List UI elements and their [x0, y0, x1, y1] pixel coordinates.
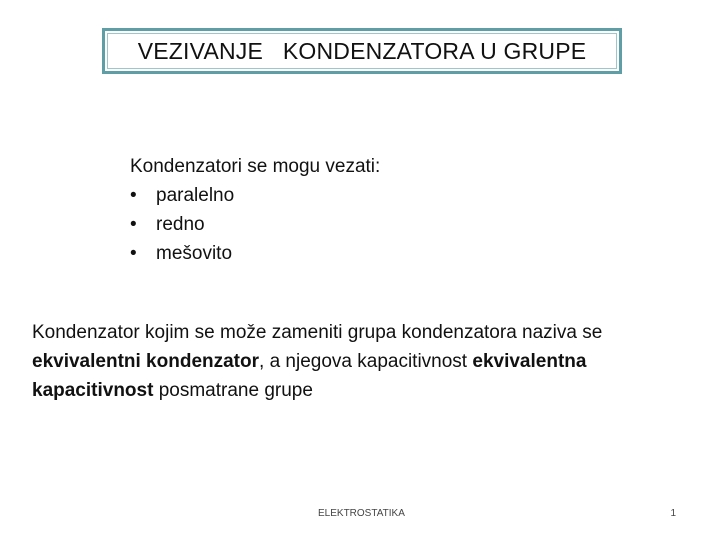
- bullet-icon: •: [130, 214, 137, 235]
- term-equivalent-capacitor: ekvivalentni kondenzator: [32, 351, 260, 372]
- bullet-icon: •: [130, 243, 137, 264]
- title-box: [102, 28, 622, 74]
- page-number: 1: [670, 508, 676, 519]
- connection-types-list: [130, 181, 380, 268]
- list-item-label: redno: [156, 214, 205, 235]
- paragraph-text-1: Kondenzator kojim se može zameniti grupa kondenzatora naziva se: [32, 322, 603, 343]
- list-item-label: mešovito: [156, 243, 233, 264]
- term-equivalent-capacitance: ekvivalentna kapacitivnost: [32, 351, 587, 401]
- paragraph-text-3: posmatrane grupe: [153, 380, 313, 401]
- list-item: [130, 210, 380, 239]
- list-item: [130, 181, 380, 210]
- intro-heading: Kondenzatori se mogu vezati:: [130, 156, 381, 177]
- list-item-label: paralelno: [156, 185, 235, 206]
- paragraph-text-2: , a njegova kapacitivnost: [259, 351, 473, 372]
- definition-paragraph: [32, 318, 682, 405]
- list-item: [130, 239, 380, 268]
- bullet-icon: •: [130, 185, 137, 206]
- footer-label: ELEKTROSTATIKA: [318, 508, 405, 519]
- slide-title: VEZIVANJE KONDENZATORA U GRUPE: [137, 37, 587, 64]
- intro-block: [130, 152, 380, 268]
